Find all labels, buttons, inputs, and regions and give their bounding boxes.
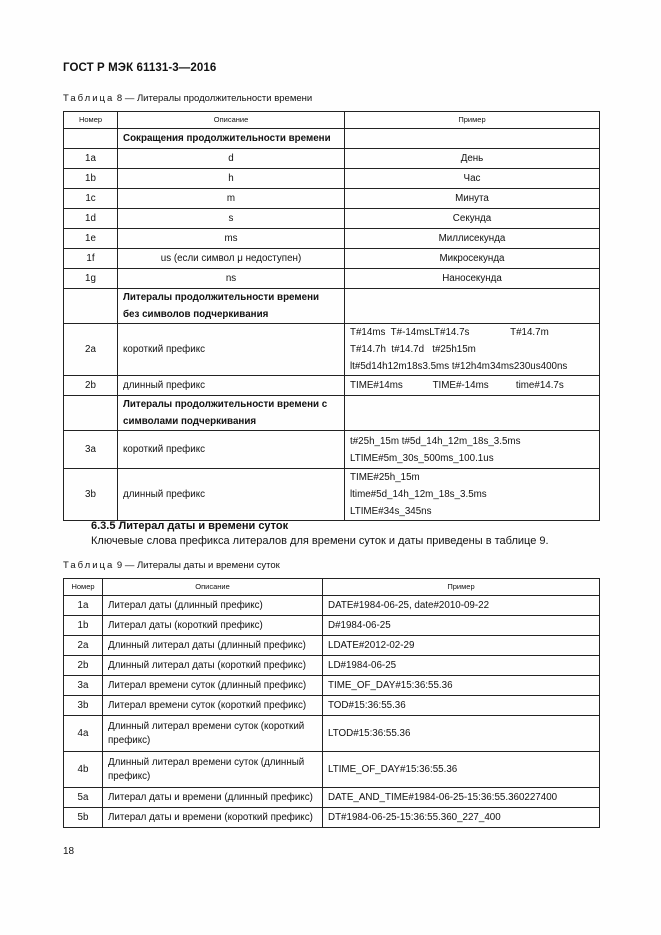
row-example: t#25h_15m t#5d_14h_12m_18s_3.5ms LTIME#5m_30s_500ms_100.1us <box>345 431 600 469</box>
row-description: длинный префикс <box>118 469 345 521</box>
row-description: Длинный литерал даты (короткий префикс) <box>103 656 323 676</box>
row-example: LTOD#15:36:55.36 <box>323 716 600 752</box>
table-row <box>64 431 600 469</box>
row-example: Микросекунда <box>345 249 600 269</box>
header-number: Номер <box>64 112 118 129</box>
row-number: 1f <box>64 249 118 269</box>
row-number: 4b <box>64 752 103 788</box>
row-number: 1d <box>64 209 118 229</box>
row-example: LD#1984-06-25 <box>323 656 600 676</box>
table-section-row <box>64 129 600 149</box>
header-description: Описание <box>103 579 323 596</box>
page-number: 18 <box>63 846 75 857</box>
row-description: ms <box>118 229 345 249</box>
table-row <box>64 249 600 269</box>
row-description: ns <box>118 269 345 289</box>
row-number: 1e <box>64 229 118 249</box>
row-number: 3a <box>64 431 118 469</box>
row-description: Литерал времени суток (длинный префикс) <box>103 676 323 696</box>
row-example: DT#1984-06-25-15:36:55.360_227_400 <box>323 808 600 828</box>
section-paragraph: Ключевые слова префикса литералов для времени суток и даты приведены в таблице 9. <box>91 535 549 547</box>
table-row <box>64 636 600 656</box>
row-description: m <box>118 189 345 209</box>
table-9 <box>63 578 600 828</box>
row-description: Длинный литерал даты (длинный префикс) <box>103 636 323 656</box>
table-row <box>64 808 600 828</box>
table9-caption <box>63 560 280 571</box>
row-example: D#1984-06-25 <box>323 616 600 636</box>
row-description: Длинный литерал времени суток (длинный префикс) <box>103 752 323 788</box>
row-number: 4a <box>64 716 103 752</box>
table-row <box>64 324 600 376</box>
table-row <box>64 788 600 808</box>
row-number: 1b <box>64 169 118 189</box>
table8-caption-text: 8 — Литералы продолжительности времени <box>116 93 313 104</box>
row-description: короткий префикс <box>118 431 345 469</box>
table-row <box>64 596 600 616</box>
document-header: ГОСТ Р МЭК 61131-3—2016 <box>63 62 217 74</box>
row-example: TIME#25h_15m ltime#5d_14h_12m_18s_3.5ms LTIME#34s_345ns <box>345 469 600 521</box>
row-description: Литерал даты и времени (короткий префикс) <box>103 808 323 828</box>
row-description: длинный префикс <box>118 376 345 396</box>
row-example: Миллисекунда <box>345 229 600 249</box>
row-description: us (если символ μ недоступен) <box>118 249 345 269</box>
row-number: 1c <box>64 189 118 209</box>
row-example: TIME#14ms TIME#-14ms time#14.7s <box>345 376 600 396</box>
table-row <box>64 716 600 752</box>
table-row <box>64 616 600 636</box>
row-example: DATE_AND_TIME#1984-06-25-15:36:55.360227400 <box>323 788 600 808</box>
row-example: Секунда <box>345 209 600 229</box>
row-description: Литерал даты (длинный префикс) <box>103 596 323 616</box>
table-row <box>64 169 600 189</box>
row-description: Литерал даты и времени (длинный префикс) <box>103 788 323 808</box>
section-label: Сокращения продолжительности времени <box>118 129 345 149</box>
table-header-row <box>64 579 600 596</box>
table8-caption-label: Таблица <box>63 93 115 104</box>
table8-caption <box>63 93 312 104</box>
section-label: Литералы продолжительности времени без символов подчеркивания <box>118 289 345 324</box>
row-number: 5a <box>64 788 103 808</box>
row-number: 3b <box>64 696 103 716</box>
row-number: 5b <box>64 808 103 828</box>
row-description: s <box>118 209 345 229</box>
table-row <box>64 376 600 396</box>
row-description: d <box>118 149 345 169</box>
row-number: 2b <box>64 376 118 396</box>
row-example: Минута <box>345 189 600 209</box>
row-example: LTIME_OF_DAY#15:36:55.36 <box>323 752 600 788</box>
row-number: 1b <box>64 616 103 636</box>
table-row <box>64 229 600 249</box>
table-row <box>64 676 600 696</box>
row-example: T#14ms T#-14msLT#14.7s T#14.7m T#14.7h t#14.7d t#25h15m lt#5d14h12m18s3.5ms t#12h4m34ms230us400ns <box>345 324 600 376</box>
table-row <box>64 752 600 788</box>
table-row <box>64 269 600 289</box>
row-example: DATE#1984-06-25, date#2010-09-22 <box>323 596 600 616</box>
table-row <box>64 209 600 229</box>
row-number: 3b <box>64 469 118 521</box>
section-label: Литералы продолжительности времени с символами подчеркивания <box>118 396 345 431</box>
table-row <box>64 469 600 521</box>
row-example: TOD#15:36:55.36 <box>323 696 600 716</box>
table-8 <box>63 111 600 521</box>
row-number: 2a <box>64 324 118 376</box>
header-description: Описание <box>118 112 345 129</box>
row-number: 2a <box>64 636 103 656</box>
header-example: Пример <box>323 579 600 596</box>
table-header-row <box>64 112 600 129</box>
row-description: Длинный литерал времени суток (короткий префикс) <box>103 716 323 752</box>
row-description: короткий префикс <box>118 324 345 376</box>
header-number: Номер <box>64 579 103 596</box>
row-number: 1a <box>64 149 118 169</box>
row-example: LDATE#2012-02-29 <box>323 636 600 656</box>
row-example: Час <box>345 169 600 189</box>
section-title: 6.3.5 Литерал даты и времени суток <box>91 520 289 532</box>
row-description: h <box>118 169 345 189</box>
table-row <box>64 656 600 676</box>
row-example: TIME_OF_DAY#15:36:55.36 <box>323 676 600 696</box>
row-number: 3a <box>64 676 103 696</box>
row-description: Литерал даты (короткий префикс) <box>103 616 323 636</box>
table-section-row <box>64 396 600 431</box>
row-description: Литерал времени суток (короткий префикс) <box>103 696 323 716</box>
table-row <box>64 149 600 169</box>
table-row <box>64 189 600 209</box>
row-example: День <box>345 149 600 169</box>
header-example: Пример <box>345 112 600 129</box>
row-example: Наносекунда <box>345 269 600 289</box>
row-number: 1g <box>64 269 118 289</box>
row-number: 1a <box>64 596 103 616</box>
row-number: 2b <box>64 656 103 676</box>
table9-caption-text: 9 — Литералы даты и времени суток <box>116 560 280 571</box>
table-section-row <box>64 289 600 324</box>
table-row <box>64 696 600 716</box>
table9-caption-label: Таблица <box>63 560 115 571</box>
